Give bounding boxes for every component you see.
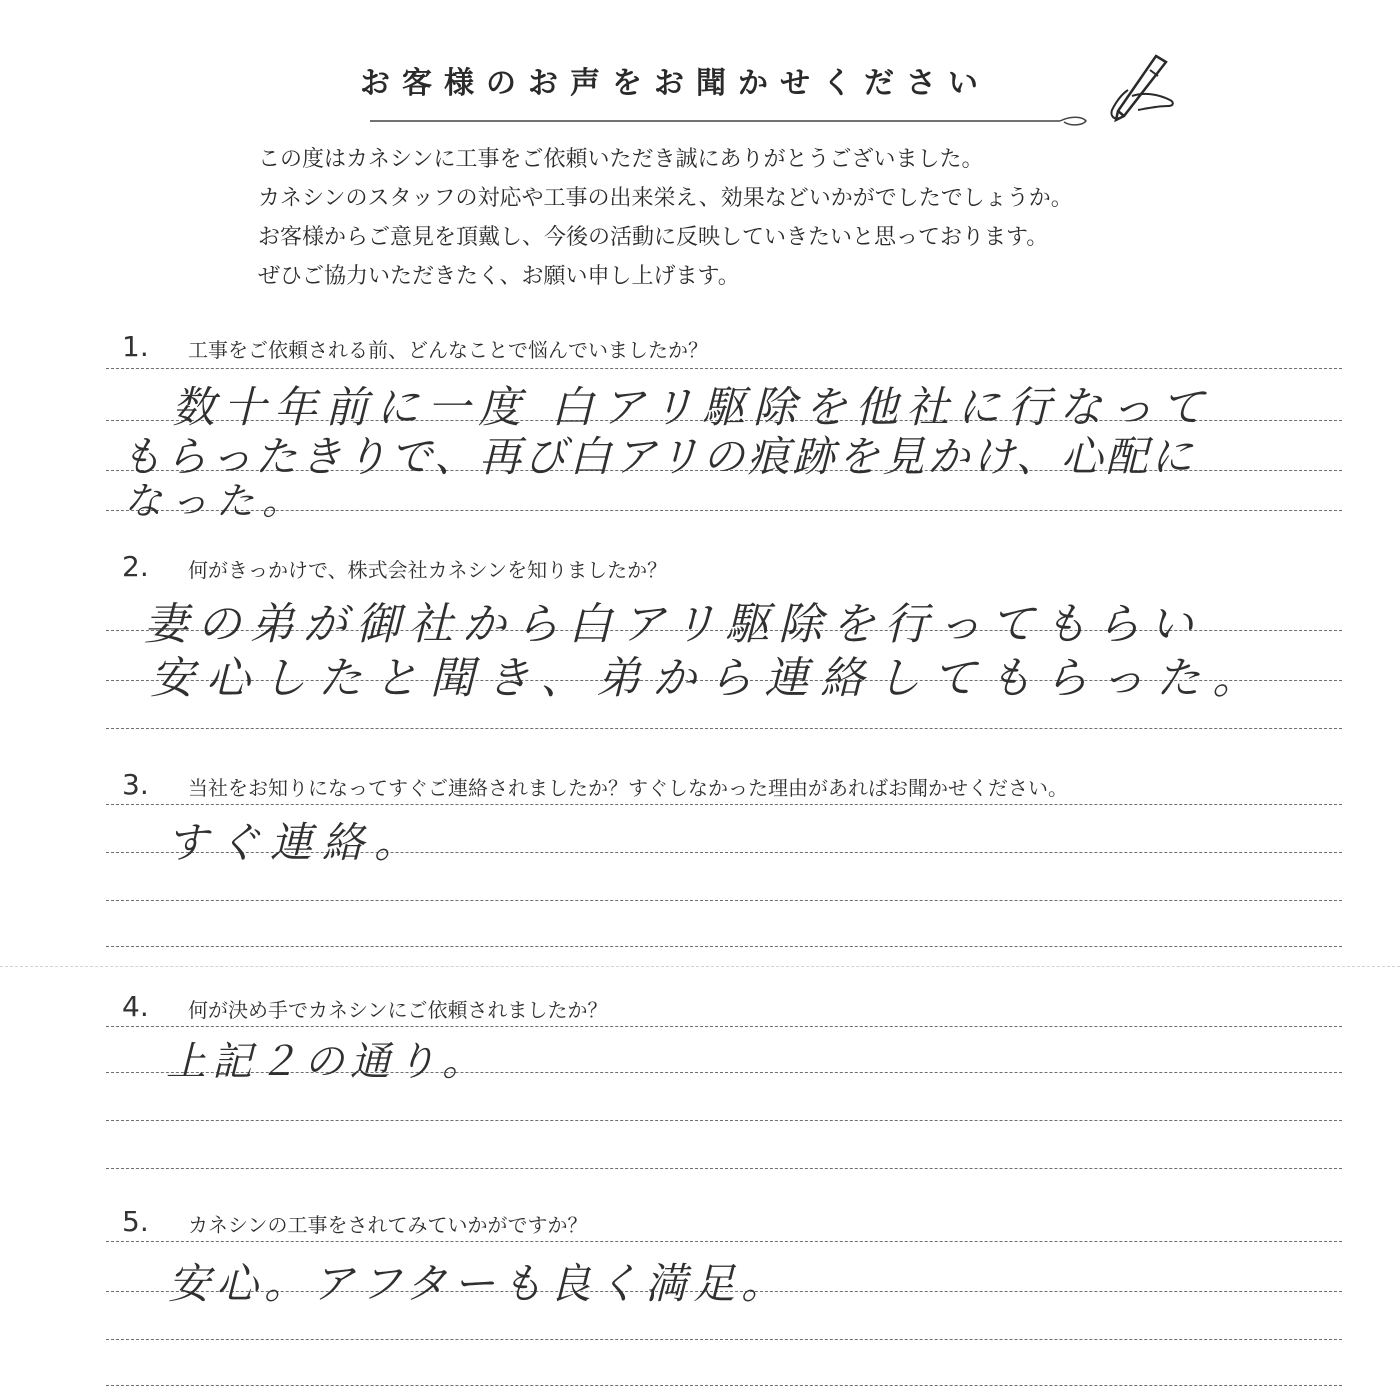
question-number: 3. [122, 768, 149, 801]
question-number: 2. [122, 550, 149, 583]
question-text: 工事をご依頼される前、どんなことで悩んでいましたか？ [188, 338, 708, 362]
answer-rule [106, 1385, 1342, 1386]
answer-rule [106, 946, 1342, 947]
answer-line: なった。 [124, 479, 309, 523]
answer-rule [106, 1241, 1342, 1242]
intro-line: カネシンのスタッフの対応や工事の出来栄え、効果などいかがでしたでしょうか。 [258, 186, 1073, 211]
intro-text [258, 140, 1258, 296]
question-text: カネシンの工事をされてみていかがですか？ [188, 1213, 588, 1237]
form-title: お客様のお声をお聞かせください [360, 66, 990, 101]
question-text: 何が決め手でカネシンにご依頼されましたか？ [188, 998, 608, 1022]
answer-rule [106, 900, 1342, 901]
answer-rule [106, 1339, 1342, 1340]
question-number: 1. [122, 330, 149, 363]
answer-rule [106, 368, 1342, 369]
answer-rule [106, 728, 1342, 729]
question-text: 当社をお知りになってすぐご連絡されましたか？すぐしなかった理由があればお聞かせください。 [188, 776, 1068, 800]
pen-writing-icon [1088, 50, 1178, 130]
question-text: 何がきっかけで、株式会社カネシンを知りましたか？ [188, 558, 668, 582]
intro-line: ぜひご協力いただきたく、お願い申し上げます。 [258, 264, 740, 289]
question-number: 5. [122, 1205, 149, 1238]
answer-line: もらったきりで、再び白アリの痕跡を見かけ、心配に [120, 432, 1196, 481]
answer-rule [106, 1026, 1342, 1027]
answer-rule [106, 1168, 1342, 1169]
answer-line: 妻の弟が御社から白アリ駆除を行ってもらい [144, 599, 1203, 650]
intro-line: この度はカネシンに工事をご依頼いただき誠にありがとうございました。 [258, 147, 984, 172]
answer-line: 安心。アフターも良く満足。 [168, 1259, 790, 1308]
scan-artifact-line [0, 966, 1400, 967]
answer-line: 安心したと聞き、弟から連絡してもらった。 [150, 653, 1269, 704]
answer-rule [106, 804, 1342, 805]
question-number: 4. [122, 990, 149, 1023]
answer-line: 数十年前に一度 白アリ駆除を他社に行なって [172, 383, 1212, 433]
title-underline [370, 114, 1090, 128]
intro-line: お客様からご意見を頂戴し、今後の活動に反映していきたいと思っております。 [258, 225, 1049, 250]
answer-rule [106, 1120, 1342, 1121]
answer-line: すぐ連絡。 [166, 818, 427, 867]
answer-line: 上記２の通り。 [166, 1039, 488, 1085]
